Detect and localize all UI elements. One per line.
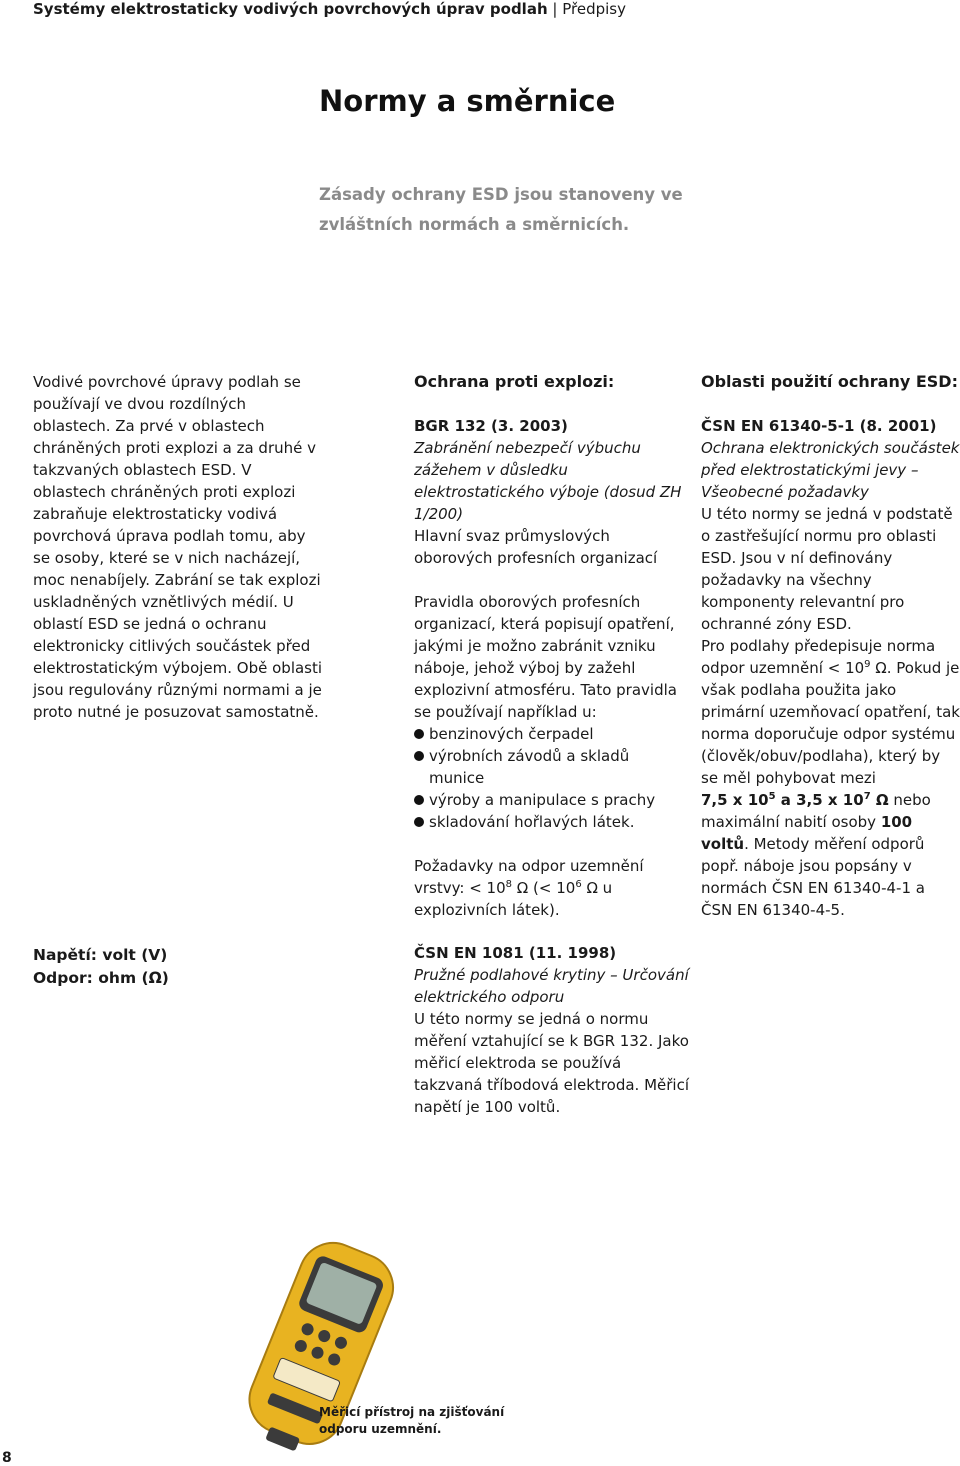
- caption-line-1: Měřicí přístroj na zjišťování: [319, 1405, 505, 1419]
- page-title: Normy a směrnice: [319, 84, 616, 118]
- bgr-standard-desc: Hlavní svaz průmyslových oborových profesních organizací: [414, 527, 658, 567]
- column-middle: [414, 371, 689, 921]
- page-number: 8: [2, 1450, 12, 1466]
- bgr-standard-title: BGR 132 (3. 2003): [414, 417, 568, 435]
- list-item: benzinových čerpadel: [414, 723, 689, 745]
- units-legend: [33, 944, 169, 990]
- list-item: skladování hořlavých látek.: [414, 811, 689, 833]
- image-caption: [319, 1404, 504, 1438]
- left-body-text: Vodivé povrchové úpravy podlah se používají ve dvou rozdílných oblastech. Za prvé v oblastech chráněných proti explozi a za druhé v takzvaných oblastech ESD. V oblastech chráněných proti explozi zabraňuje elektrostaticky vodivá povrchová úprava podlah tomu, aby se osoby, které se v nich nacházejí, moc nenabíjely. Zabrání se tak explozi uskladněných vznětlivých médií. U oblastí ESD se jedná o ochranu elektronicky citlivých součástek před elektrostatickým výbojem. Obě oblasti jsou regulovány různými normami a je proto nutné je posuzovat samostatně.: [33, 373, 323, 721]
- header-section: Předpisy: [562, 0, 626, 18]
- caption-line-2: odporu uzemnění.: [319, 1422, 442, 1436]
- csn-1081-text: U této normy se jedná o normu měření vztahující se k BGR 132. Jako měřicí elektroda se používá takzvaná tříbodová elektroda. Měřicí napětí je 100 voltů.: [414, 1010, 689, 1116]
- csn-61340-subtitle: Ochrana elektronických součástek před elektrostatickými jevy – Všeobecné požadavky: [701, 439, 960, 501]
- list-item: výrobních závodů a skladů munice: [414, 745, 689, 789]
- bgr-standard-subtitle: Zabránění nebezpečí výbuchu zážehem v důsledku elektrostatického výboje (dosud ZH 1/200): [414, 439, 682, 523]
- column-left: [33, 371, 323, 723]
- voltage-unit: Napětí: volt (V): [33, 946, 168, 964]
- header-title: Systémy elektrostaticky vodivých povrchových úprav podlah: [33, 0, 548, 18]
- header-separator: |: [547, 0, 563, 18]
- csn-61340-text3: 7,5 x $10^5$ a 3,5 x $10^7$ Ω nebo maximální nabití osoby 100 voltů. Metody měření odporů popř. náboje jsou popsány v normách ČSN EN 61340-4-1 a ČSN EN 61340-4-5.: [701, 791, 931, 919]
- bgr-paragraph: Pravidla oborových profesních organizací, která popisují opatření, jakými je možno zabránit vzniku náboje, jehož výboj by zažehl explozivní atmosféru. Tato pravidla se používají například u:: [414, 593, 677, 721]
- csn-1081-title: ČSN EN 1081 (11. 1998): [414, 944, 617, 962]
- list-item: výroby a manipulace s prachy: [414, 789, 689, 811]
- column-middle-lower: [414, 942, 689, 1118]
- resistance-unit: Odpor: ohm (Ω): [33, 969, 169, 987]
- running-header: [33, 0, 626, 18]
- esd-heading: Oblasti použití ochrany ESD:: [701, 372, 958, 391]
- explosion-heading: Ochrana proti explozi:: [414, 372, 615, 391]
- csn-61340-text2: Pro podlahy předepisuje norma odpor uzemnění < $10^9$ Ω. Pokud je však podlaha použita jako primární uzemňovací opatření, tak norma doporučuje odpor systému (člověk/obuv/podlaha), který by se měl pohybovat mezi: [701, 637, 960, 787]
- csn-61340-text1: U této normy se jedná v podstatě o zastřešující normu pro oblasti ESD. Jsou v ní definovány požadavky na všechny komponenty relevantní pro ochranné zóny ESD.: [701, 505, 953, 633]
- csn-61340-title: ČSN EN 61340-5-1 (8. 2001): [701, 417, 937, 435]
- intro-text: Zásady ochrany ESD jsou stanoveny ve zvláštních normách a směrnicích.: [319, 185, 683, 234]
- resistance-requirement: Požadavky na odpor uzemnění vrstvy: < $10^8$ Ω (< $10^6$ Ω u explozivních látek).: [414, 857, 644, 919]
- csn-1081-subtitle: Pružné podlahové krytiny – Určování elektrického odporu: [414, 966, 689, 1006]
- column-right: [701, 371, 960, 921]
- usage-list: [414, 723, 689, 833]
